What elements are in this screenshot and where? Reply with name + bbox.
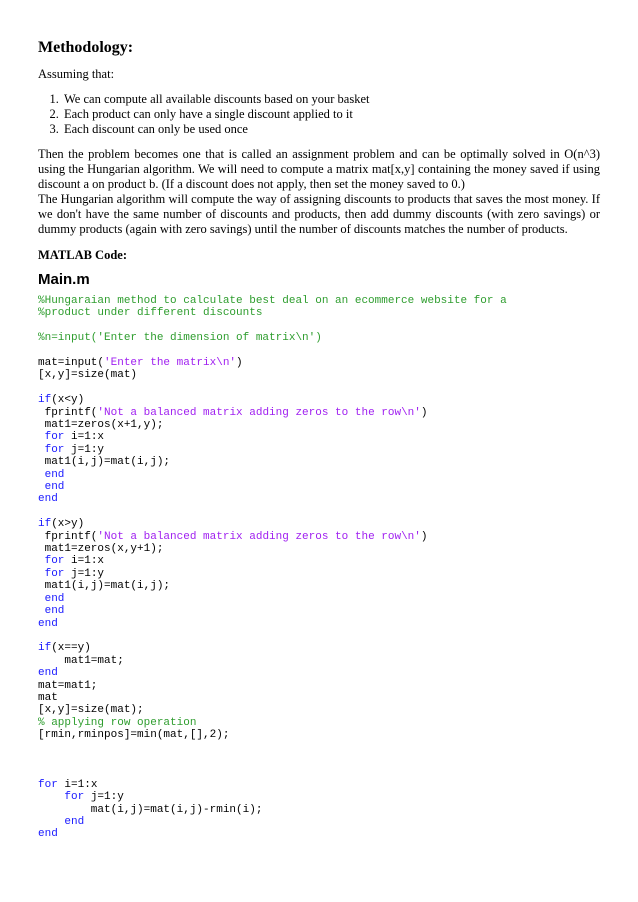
code-token: mat1(i,j)=mat(i,j); bbox=[38, 580, 171, 593]
code-token: end bbox=[38, 667, 58, 680]
code-token: (x==y) bbox=[51, 642, 91, 655]
code-token: ) bbox=[236, 357, 243, 369]
code-line bbox=[38, 580, 600, 592]
code-token bbox=[38, 444, 45, 456]
code-line bbox=[38, 667, 600, 679]
code-token: (x>y) bbox=[51, 518, 85, 531]
methodology-heading: Methodology: bbox=[38, 39, 134, 56]
code-line bbox=[38, 692, 600, 704]
code-token: 'Enter the matrix\n' bbox=[104, 357, 237, 369]
file-heading: Main.m bbox=[38, 271, 90, 288]
code-line bbox=[38, 655, 600, 667]
code-token bbox=[38, 568, 45, 580]
code-token: for bbox=[44, 555, 65, 568]
code-line bbox=[38, 357, 600, 369]
code-token bbox=[38, 431, 45, 443]
code-token: i=1:x bbox=[64, 555, 105, 568]
code-blank-line bbox=[38, 506, 600, 518]
code-token: if bbox=[38, 642, 52, 655]
list-item: 2. Each product can only have a single discount applied to it bbox=[62, 107, 600, 122]
code-token: [x,y]=size(mat); bbox=[38, 704, 144, 717]
list-item: 1. We can compute all available discounts based on your basket bbox=[62, 92, 600, 107]
matlab-code-heading: MATLAB Code: bbox=[38, 248, 128, 262]
code-token: [rmin,rminpos]=min(mat,[],2); bbox=[38, 729, 230, 742]
code-token: mat1=zeros(x+1,y); bbox=[38, 419, 164, 432]
code-line bbox=[38, 791, 600, 803]
code-token: mat1=zeros(x,y+1); bbox=[38, 543, 164, 556]
code-token bbox=[38, 791, 64, 803]
code-token: end bbox=[44, 468, 65, 481]
code-line bbox=[38, 332, 600, 344]
paragraph-hungarian-algorithm: The Hungarian algorithm will compute the way of assigning discounts to products that saves the most money. If we don't have the same number of discounts and products, then add dummy discounts (with zero savings) or dummy products (again with zero savings) until the number of discounts matches the number of products. bbox=[38, 192, 600, 236]
code-token: end bbox=[64, 815, 85, 828]
assumptions-list bbox=[38, 92, 600, 137]
code-token bbox=[38, 593, 45, 605]
code-token: [x,y]=size(mat) bbox=[38, 369, 138, 382]
code-line bbox=[38, 518, 600, 530]
code-token: end bbox=[44, 481, 65, 494]
code-line bbox=[38, 481, 600, 493]
code-line bbox=[38, 729, 600, 741]
code-token: i=1:x bbox=[64, 431, 105, 444]
code-line bbox=[38, 680, 600, 692]
code-token bbox=[38, 469, 45, 481]
code-token: for bbox=[64, 791, 85, 804]
code-line bbox=[38, 543, 600, 555]
code-token: for bbox=[38, 778, 58, 791]
code-token: mat1(i,j)=mat(i,j); bbox=[38, 456, 171, 469]
code-token bbox=[38, 481, 45, 493]
code-token: ) bbox=[420, 406, 428, 419]
code-line bbox=[38, 493, 600, 505]
code-block bbox=[38, 295, 600, 841]
code-token: for bbox=[44, 431, 65, 444]
code-token: %Hungaraian method to calculate best deal on an ecommerce website for a bbox=[38, 295, 507, 307]
code-blank-line bbox=[38, 754, 600, 766]
code-blank-line bbox=[38, 766, 600, 778]
code-line bbox=[38, 642, 600, 654]
code-blank-line bbox=[38, 742, 600, 754]
code-token: ) bbox=[420, 530, 428, 543]
code-token: end bbox=[44, 592, 65, 605]
code-token: % applying row operation bbox=[38, 716, 197, 729]
code-line bbox=[38, 568, 600, 580]
code-token: end bbox=[38, 493, 58, 506]
code-line bbox=[38, 444, 600, 456]
code-blank-line bbox=[38, 345, 600, 357]
code-token: fprintf( bbox=[38, 406, 98, 419]
code-line bbox=[38, 779, 600, 791]
code-line bbox=[38, 555, 600, 567]
code-line bbox=[38, 593, 600, 605]
code-token: mat=input( bbox=[38, 357, 105, 369]
code-token: j=1:y bbox=[64, 567, 105, 580]
code-blank-line bbox=[38, 382, 600, 394]
code-line bbox=[38, 618, 600, 630]
code-token: for bbox=[44, 567, 65, 580]
code-token: %n=input('Enter the dimension of matrix\n') bbox=[38, 332, 322, 345]
code-token: (x<y) bbox=[51, 394, 85, 407]
code-token: end bbox=[38, 828, 58, 841]
code-token: if bbox=[38, 394, 52, 407]
code-token: 'Not a balanced matrix adding zeros to the row\n' bbox=[97, 530, 421, 543]
code-token: %product under different discounts bbox=[38, 307, 263, 320]
code-token bbox=[38, 555, 45, 567]
code-line bbox=[38, 394, 600, 406]
code-token: j=1:y bbox=[84, 791, 124, 804]
assumption-intro: Assuming that: bbox=[38, 67, 115, 81]
code-token: if bbox=[38, 518, 52, 531]
code-token: j=1:y bbox=[64, 443, 105, 456]
code-line bbox=[38, 704, 600, 716]
code-line bbox=[38, 369, 600, 381]
code-token bbox=[38, 816, 64, 828]
code-token: i=1:x bbox=[57, 778, 98, 791]
document-page bbox=[38, 38, 600, 841]
code-token: end bbox=[38, 617, 58, 630]
code-token: for bbox=[44, 443, 65, 456]
code-line bbox=[38, 717, 600, 729]
code-token: mat(i,j)=mat(i,j)-rmin(i); bbox=[38, 803, 263, 816]
code-line bbox=[38, 407, 600, 419]
code-line bbox=[38, 419, 600, 431]
code-line bbox=[38, 828, 600, 840]
list-item: 3. Each discount can only be used once bbox=[62, 122, 600, 137]
code-token: mat1=mat; bbox=[38, 654, 124, 667]
code-line bbox=[38, 295, 600, 307]
code-line bbox=[38, 456, 600, 468]
code-line bbox=[38, 307, 600, 319]
code-blank-line bbox=[38, 320, 600, 332]
code-line bbox=[38, 804, 600, 816]
code-token: mat bbox=[38, 691, 58, 704]
code-token: end bbox=[44, 605, 65, 618]
code-line bbox=[38, 431, 600, 443]
code-line bbox=[38, 531, 600, 543]
code-line bbox=[38, 605, 600, 617]
code-token bbox=[38, 605, 45, 617]
paragraph-assignment-problem: Then the problem becomes one that is called an assignment problem and can be optimally solved in O(n^3) using the Hungarian algorithm. We will need to compute a matrix mat[x,y] containing the money saved if using discount a on product b. (If a discount does not apply, then set the money saved to 0.) bbox=[38, 147, 600, 191]
code-blank-line bbox=[38, 630, 600, 642]
code-token: fprintf( bbox=[38, 530, 98, 543]
code-line bbox=[38, 816, 600, 828]
code-token: mat=mat1; bbox=[38, 679, 98, 692]
code-token: 'Not a balanced matrix adding zeros to the row\n' bbox=[97, 406, 421, 419]
code-line bbox=[38, 469, 600, 481]
